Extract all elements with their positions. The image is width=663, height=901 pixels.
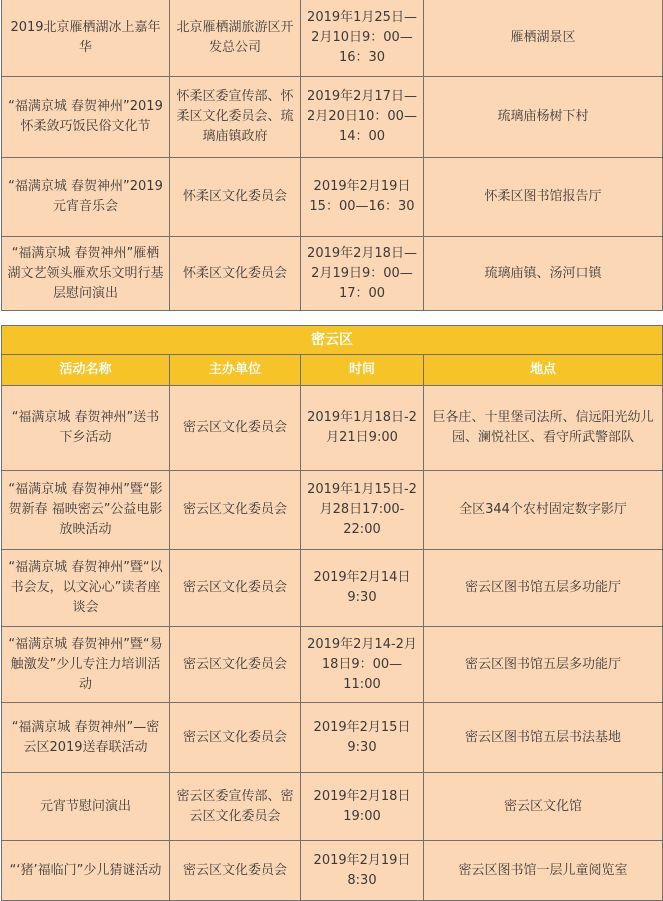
table-row (2, 471, 663, 550)
place-cell: 密云区图书馆五层书法基地 (424, 703, 663, 773)
organizer-cell: 密云区文化委员会 (170, 703, 301, 773)
time-cell: 2019年2月18日—2月19日9：00—17：00 (301, 237, 424, 311)
time-cell: 2019年2月14-2月18日9：00—11:00 (301, 627, 424, 703)
time-cell: 2019年1月18日-2月21日9:00 (301, 386, 424, 471)
column-header-organizer: 主办单位 (170, 355, 301, 386)
place-cell: 怀柔区图书馆报告厅 (424, 158, 663, 237)
place-cell: 密云区文化馆 (424, 773, 663, 841)
region-title: 密云区 (2, 326, 663, 355)
organizer-cell: 怀柔区委宣传部、怀柔区文化委员会、琉璃庙镇政府 (170, 77, 301, 158)
organizer-cell: 密云区文化委员会 (170, 627, 301, 703)
time-cell: 2019年2月17日—2月20日10：00—14：00 (301, 77, 424, 158)
table-row (2, 703, 663, 773)
time-cell: 2019年2月18日19:00 (301, 773, 424, 841)
organizer-cell: 密云区文化委员会 (170, 471, 301, 550)
organizer-cell: 怀柔区文化委员会 (170, 237, 301, 311)
table-row (2, 0, 663, 77)
table-row (2, 627, 663, 703)
place-cell: 密云区图书馆五层多功能厅 (424, 627, 663, 703)
place-cell: 密云区图书馆五层多功能厅 (424, 550, 663, 627)
column-header-time: 时间 (301, 355, 424, 386)
event-name-cell: “福满京城 春贺神州”2019怀柔敛巧饭民俗文化节 (2, 77, 170, 158)
huairou-events-table (1, 0, 663, 311)
place-cell: 巨各庄、十里堡司法所、信远阳光幼儿园、澜悦社区、看守所武警部队 (424, 386, 663, 471)
place-cell: 全区344个农村固定数字影厅 (424, 471, 663, 550)
time-cell: 2019年2月19日15：00—16：30 (301, 158, 424, 237)
event-name-cell: “福满京城 春贺神州”暨“以书会友，以文沁心”读者座谈会 (2, 550, 170, 627)
time-cell: 2019年2月14日9:30 (301, 550, 424, 627)
event-name-cell: “福满京城 春贺神州”暨“易触激发”少儿专注力培训活动 (2, 627, 170, 703)
table-row (2, 386, 663, 471)
event-name-cell: 2019北京雁栖湖冰上嘉年华 (2, 0, 170, 77)
event-name-cell: “福满京城 春贺神州”雁栖湖文艺领头雁欢乐文明行基层慰问演出 (2, 237, 170, 311)
event-name-cell: 元宵节慰问演出 (2, 773, 170, 841)
event-name-cell: “‘猪’福临门”少儿猜谜活动 (2, 841, 170, 901)
table-row (2, 773, 663, 841)
organizer-cell: 密云区文化委员会 (170, 550, 301, 627)
place-cell: 琉璃庙镇、汤河口镇 (424, 237, 663, 311)
column-header-row (2, 355, 663, 386)
organizer-cell: 密云区文化委员会 (170, 386, 301, 471)
miyun-events-table (1, 325, 663, 901)
place-cell: 密云区图书馆一层儿童阅览室 (424, 841, 663, 901)
time-cell: 2019年2月19日8:30 (301, 841, 424, 901)
time-cell: 2019年1月15日-2月28日17:00-22:00 (301, 471, 424, 550)
table-row (2, 550, 663, 627)
column-header-name: 活动名称 (2, 355, 170, 386)
organizer-cell: 北京雁栖湖旅游区开发总公司 (170, 0, 301, 77)
time-cell: 2019年1月25日—2月10日9：00—16：30 (301, 0, 424, 77)
organizer-cell: 怀柔区文化委员会 (170, 158, 301, 237)
table-row (2, 237, 663, 311)
region-header-row (2, 326, 663, 355)
table-row (2, 158, 663, 237)
event-name-cell: “福满京城 春贺神州”2019元宵音乐会 (2, 158, 170, 237)
event-name-cell: “福满京城 春贺神州”送书下乡活动 (2, 386, 170, 471)
column-header-place: 地点 (424, 355, 663, 386)
organizer-cell: 密云区委宣传部、密云区文化委员会 (170, 773, 301, 841)
place-cell: 雁栖湖景区 (424, 0, 663, 77)
place-cell: 琉璃庙杨树下村 (424, 77, 663, 158)
organizer-cell: 密云区文化委员会 (170, 841, 301, 901)
table-row (2, 77, 663, 158)
event-name-cell: “福满京城 春贺神州”—密云区2019送春联活动 (2, 703, 170, 773)
table-row (2, 841, 663, 901)
event-name-cell: “福满京城 春贺神州”暨“影贺新春 福映密云”公益电影放映活动 (2, 471, 170, 550)
time-cell: 2019年2月15日9:30 (301, 703, 424, 773)
